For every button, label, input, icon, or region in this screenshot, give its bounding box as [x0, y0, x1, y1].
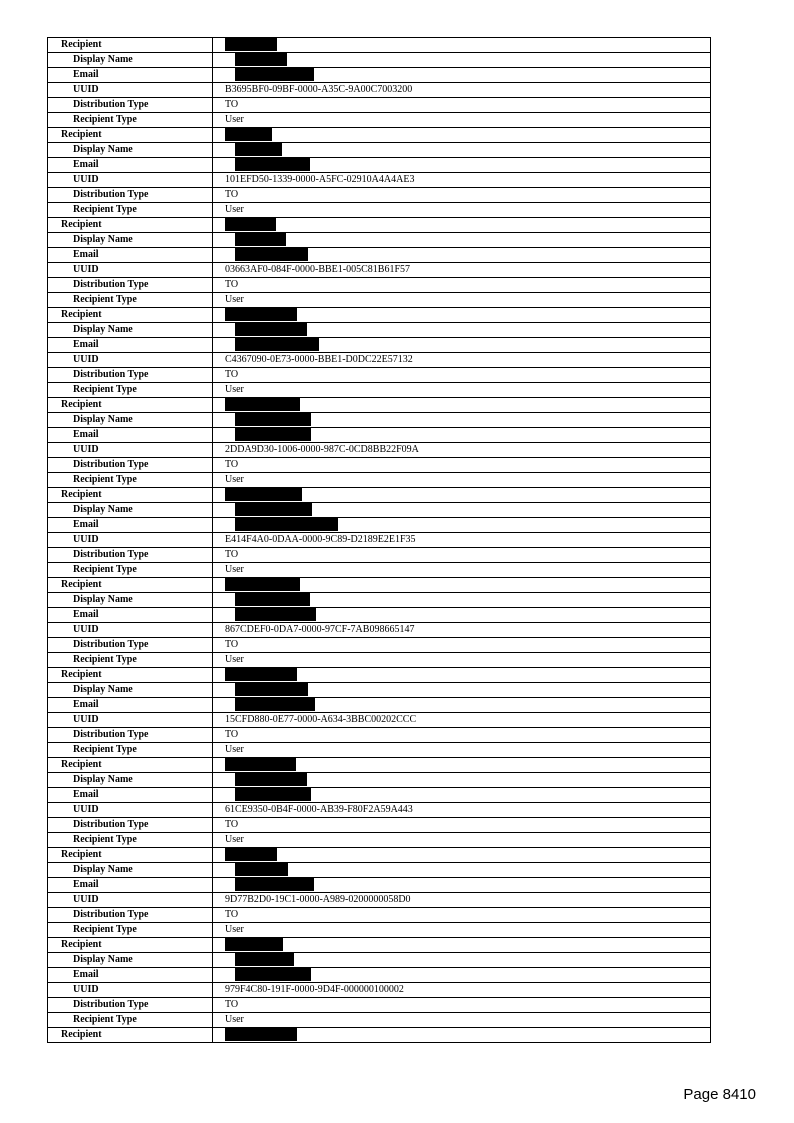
recipient-row-value — [213, 38, 711, 53]
redaction-block — [235, 878, 314, 891]
uuid-row-label: UUID — [48, 353, 213, 368]
email-row-value — [213, 608, 711, 623]
redaction-block — [235, 248, 308, 261]
recipient-type-row-label: Recipient Type — [48, 563, 213, 578]
recipient-type-row-label: Recipient Type — [48, 473, 213, 488]
recipient-type-row-label: Recipient Type — [48, 833, 213, 848]
uuid-row — [48, 533, 711, 548]
uuid-row-label: UUID — [48, 443, 213, 458]
cell-text: User — [225, 384, 244, 395]
email-row-value — [213, 248, 711, 263]
redaction-block — [225, 218, 276, 231]
redaction-block — [235, 338, 319, 351]
email-row-label: Email — [48, 68, 213, 83]
redaction-block — [235, 788, 311, 801]
distribution-type-row — [48, 278, 711, 293]
display-name-row-label: Display Name — [48, 953, 213, 968]
email-row — [48, 518, 711, 533]
recipient-row-value — [213, 848, 711, 863]
distribution-type-row-value — [213, 548, 711, 563]
email-row — [48, 158, 711, 173]
redaction-block — [235, 593, 310, 606]
recipient-type-row-value — [213, 923, 711, 938]
distribution-type-row — [48, 548, 711, 563]
uuid-row-label: UUID — [48, 983, 213, 998]
distribution-type-row — [48, 818, 711, 833]
email-row — [48, 428, 711, 443]
cell-text: 03663AF0-084F-0000-BBE1-005C81B61F57 — [225, 264, 411, 275]
distribution-type-row-label: Distribution Type — [48, 368, 213, 383]
cell-text: TO — [225, 189, 239, 200]
recipient-row-label: Recipient — [48, 668, 213, 683]
recipient-row-label: Recipient — [48, 938, 213, 953]
display-name-row-label: Display Name — [48, 773, 213, 788]
cell-text: 101EFD50-1339-0000-A5FC-02910A4A4AE3 — [225, 174, 415, 185]
recipient-row-label: Recipient — [48, 398, 213, 413]
recipient-row — [48, 848, 711, 863]
distribution-type-row-label: Distribution Type — [48, 188, 213, 203]
distribution-type-row-value — [213, 638, 711, 653]
distribution-type-row — [48, 188, 711, 203]
redaction-block — [225, 578, 300, 591]
recipient-type-row-value — [213, 833, 711, 848]
recipient-type-row — [48, 833, 711, 848]
distribution-type-row — [48, 368, 711, 383]
email-row — [48, 248, 711, 263]
redaction-block — [225, 1028, 297, 1041]
distribution-type-row-label: Distribution Type — [48, 998, 213, 1013]
display-name-row-label: Display Name — [48, 53, 213, 68]
display-name-row — [48, 593, 711, 608]
cell-text: 979F4C80-191F-0000-9D4F-000000100002 — [225, 984, 404, 995]
recipient-row-value — [213, 308, 711, 323]
email-row — [48, 68, 711, 83]
recipient-row-value — [213, 578, 711, 593]
recipient-type-row-value — [213, 203, 711, 218]
recipient-row-value — [213, 128, 711, 143]
email-row-label: Email — [48, 698, 213, 713]
display-name-row-value — [213, 323, 711, 338]
recipient-row — [48, 578, 711, 593]
display-name-row — [48, 863, 711, 878]
distribution-type-row — [48, 998, 711, 1013]
uuid-row — [48, 893, 711, 908]
cell-text: TO — [225, 819, 239, 830]
email-row-value — [213, 518, 711, 533]
uuid-row — [48, 983, 711, 998]
recipient-row — [48, 218, 711, 233]
cell-text: User — [225, 1014, 244, 1025]
cell-text: 2DDA9D30-1006-0000-987C-0CD8BB22F09A — [225, 444, 419, 455]
uuid-row — [48, 623, 711, 638]
recipient-type-row — [48, 563, 711, 578]
email-row-label: Email — [48, 248, 213, 263]
display-name-row-label: Display Name — [48, 503, 213, 518]
display-name-row-value — [213, 143, 711, 158]
cell-text: User — [225, 654, 244, 665]
recipient-row-value — [213, 218, 711, 233]
cell-text: User — [225, 294, 244, 305]
recipient-row-label: Recipient — [48, 1028, 213, 1043]
display-name-row-value — [213, 683, 711, 698]
email-row-value — [213, 338, 711, 353]
email-row-label: Email — [48, 158, 213, 173]
redaction-block — [225, 308, 297, 321]
email-row-value — [213, 158, 711, 173]
uuid-row-label: UUID — [48, 623, 213, 638]
recipient-type-row — [48, 473, 711, 488]
recipient-row-label: Recipient — [48, 218, 213, 233]
uuid-row-value — [213, 803, 711, 818]
uuid-row-label: UUID — [48, 803, 213, 818]
redaction-block — [235, 428, 311, 441]
recipient-row-label: Recipient — [48, 758, 213, 773]
recipient-type-row-value — [213, 1013, 711, 1028]
recipient-row — [48, 398, 711, 413]
uuid-row-value — [213, 893, 711, 908]
email-row-label: Email — [48, 608, 213, 623]
display-name-row — [48, 773, 711, 788]
distribution-type-row — [48, 728, 711, 743]
distribution-type-row — [48, 98, 711, 113]
redaction-block — [225, 758, 296, 771]
uuid-row-label: UUID — [48, 533, 213, 548]
redaction-block — [235, 968, 311, 981]
recipient-type-row — [48, 113, 711, 128]
redaction-block — [235, 323, 307, 336]
recipient-type-row-value — [213, 743, 711, 758]
recipient-type-row-value — [213, 473, 711, 488]
distribution-type-row-value — [213, 278, 711, 293]
distribution-type-row-label: Distribution Type — [48, 818, 213, 833]
recipient-type-row — [48, 653, 711, 668]
redaction-block — [235, 698, 315, 711]
display-name-row-label: Display Name — [48, 593, 213, 608]
cell-text: User — [225, 924, 244, 935]
redaction-block — [225, 488, 302, 501]
email-row-label: Email — [48, 788, 213, 803]
recipient-row — [48, 128, 711, 143]
uuid-row-label: UUID — [48, 263, 213, 278]
uuid-row — [48, 353, 711, 368]
email-row-label: Email — [48, 878, 213, 893]
display-name-row — [48, 953, 711, 968]
display-name-row-value — [213, 413, 711, 428]
uuid-row-value — [213, 173, 711, 188]
uuid-row-value — [213, 443, 711, 458]
email-row-label: Email — [48, 338, 213, 353]
cell-text: TO — [225, 909, 239, 920]
redaction-block — [225, 38, 277, 51]
recipient-type-row-label: Recipient Type — [48, 743, 213, 758]
display-name-row-label: Display Name — [48, 683, 213, 698]
email-row — [48, 608, 711, 623]
recipient-type-row-label: Recipient Type — [48, 293, 213, 308]
email-row-value — [213, 878, 711, 893]
redaction-block — [225, 128, 272, 141]
distribution-type-row — [48, 908, 711, 923]
recipient-row-label: Recipient — [48, 38, 213, 53]
cell-text: E414F4A0-0DAA-0000-9C89-D2189E2E1F35 — [225, 534, 416, 545]
uuid-row-value — [213, 533, 711, 548]
recipient-type-row-value — [213, 113, 711, 128]
cell-text: B3695BF0-09BF-0000-A35C-9A00C7003200 — [225, 84, 413, 95]
recipient-type-row — [48, 383, 711, 398]
recipient-table-container — [47, 37, 711, 1043]
distribution-type-row-label: Distribution Type — [48, 728, 213, 743]
recipient-table-body — [48, 38, 711, 1043]
redaction-block — [235, 158, 310, 171]
cell-text: User — [225, 204, 244, 215]
cell-text: TO — [225, 279, 239, 290]
redaction-block — [235, 773, 307, 786]
email-row — [48, 878, 711, 893]
email-row-value — [213, 698, 711, 713]
cell-text: 9D77B2D0-19C1-0000-A989-0200000058D0 — [225, 894, 411, 905]
recipient-row-value — [213, 398, 711, 413]
email-row-value — [213, 968, 711, 983]
cell-text: TO — [225, 549, 239, 560]
distribution-type-row-value — [213, 998, 711, 1013]
redaction-block — [235, 233, 286, 246]
redaction-block — [235, 413, 311, 426]
distribution-type-row — [48, 458, 711, 473]
distribution-type-row-label: Distribution Type — [48, 458, 213, 473]
display-name-row — [48, 503, 711, 518]
cell-text: User — [225, 114, 244, 125]
cell-text: 61CE9350-0B4F-0000-AB39-F80F2A59A443 — [225, 804, 413, 815]
cell-text: C4367090-0E73-0000-BBE1-D0DC22E57132 — [225, 354, 413, 365]
recipient-row — [48, 758, 711, 773]
uuid-row-value — [213, 623, 711, 638]
uuid-row-value — [213, 983, 711, 998]
recipient-type-row — [48, 743, 711, 758]
distribution-type-row-value — [213, 728, 711, 743]
redaction-block — [235, 53, 287, 66]
uuid-row — [48, 83, 711, 98]
email-row — [48, 338, 711, 353]
uuid-row-value — [213, 263, 711, 278]
distribution-type-row-label: Distribution Type — [48, 98, 213, 113]
recipient-row-label: Recipient — [48, 128, 213, 143]
redaction-block — [235, 953, 294, 966]
display-name-row-value — [213, 773, 711, 788]
cell-text: TO — [225, 369, 239, 380]
email-row-label: Email — [48, 518, 213, 533]
distribution-type-row-label: Distribution Type — [48, 638, 213, 653]
display-name-row — [48, 323, 711, 338]
email-row-value — [213, 788, 711, 803]
display-name-row-label: Display Name — [48, 233, 213, 248]
redaction-block — [235, 503, 312, 516]
recipient-row-value — [213, 758, 711, 773]
display-name-row — [48, 53, 711, 68]
display-name-row — [48, 233, 711, 248]
recipient-type-row-label: Recipient Type — [48, 383, 213, 398]
recipient-type-row-value — [213, 293, 711, 308]
redaction-block — [225, 398, 300, 411]
distribution-type-row-label: Distribution Type — [48, 908, 213, 923]
distribution-type-row-value — [213, 368, 711, 383]
redaction-block — [225, 848, 277, 861]
uuid-row — [48, 263, 711, 278]
recipient-row — [48, 1028, 711, 1043]
recipient-row-value — [213, 938, 711, 953]
recipient-row-value — [213, 488, 711, 503]
recipient-row — [48, 488, 711, 503]
distribution-type-row-value — [213, 188, 711, 203]
recipient-type-row — [48, 293, 711, 308]
email-row-value — [213, 428, 711, 443]
cell-text: User — [225, 834, 244, 845]
recipient-row-label: Recipient — [48, 308, 213, 323]
redaction-block — [225, 668, 297, 681]
recipient-row — [48, 38, 711, 53]
distribution-type-row — [48, 638, 711, 653]
page-number: Page 8410 — [683, 1086, 756, 1103]
recipient-type-row — [48, 923, 711, 938]
cell-text: User — [225, 564, 244, 575]
uuid-row — [48, 713, 711, 728]
cell-text: 15CFD880-0E77-0000-A634-3BBC00202CCC — [225, 714, 417, 725]
redaction-block — [235, 863, 288, 876]
recipient-type-row — [48, 1013, 711, 1028]
cell-text: TO — [225, 639, 239, 650]
display-name-row-value — [213, 953, 711, 968]
distribution-type-row-value — [213, 818, 711, 833]
display-name-row-label: Display Name — [48, 143, 213, 158]
recipient-type-row-label: Recipient Type — [48, 113, 213, 128]
recipient-type-row-label: Recipient Type — [48, 1013, 213, 1028]
email-row-value — [213, 68, 711, 83]
redaction-block — [225, 938, 283, 951]
recipient-type-row-value — [213, 563, 711, 578]
uuid-row — [48, 803, 711, 818]
cell-text: User — [225, 744, 244, 755]
recipient-row — [48, 938, 711, 953]
display-name-row — [48, 143, 711, 158]
display-name-row-value — [213, 863, 711, 878]
uuid-row — [48, 443, 711, 458]
display-name-row-value — [213, 53, 711, 68]
uuid-row-value — [213, 83, 711, 98]
uuid-row-label: UUID — [48, 713, 213, 728]
email-row — [48, 698, 711, 713]
redaction-block — [235, 68, 314, 81]
recipient-table — [47, 37, 711, 1043]
email-row — [48, 968, 711, 983]
uuid-row-label: UUID — [48, 893, 213, 908]
email-row-label: Email — [48, 968, 213, 983]
recipient-type-row-label: Recipient Type — [48, 923, 213, 938]
display-name-row-label: Display Name — [48, 413, 213, 428]
recipient-row-value — [213, 1028, 711, 1043]
cell-text: TO — [225, 99, 239, 110]
cell-text: 867CDEF0-0DA7-0000-97CF-7AB098665147 — [225, 624, 415, 635]
distribution-type-row-label: Distribution Type — [48, 548, 213, 563]
recipient-row-label: Recipient — [48, 578, 213, 593]
display-name-row-value — [213, 233, 711, 248]
display-name-row-value — [213, 503, 711, 518]
recipient-type-row-value — [213, 383, 711, 398]
email-row — [48, 788, 711, 803]
distribution-type-row-value — [213, 908, 711, 923]
recipient-row-label: Recipient — [48, 488, 213, 503]
display-name-row-label: Display Name — [48, 323, 213, 338]
cell-text: TO — [225, 729, 239, 740]
cell-text: TO — [225, 459, 239, 470]
recipient-type-row-label: Recipient Type — [48, 203, 213, 218]
email-row-label: Email — [48, 428, 213, 443]
recipient-type-row — [48, 203, 711, 218]
display-name-row — [48, 413, 711, 428]
distribution-type-row-value — [213, 98, 711, 113]
uuid-row-label: UUID — [48, 173, 213, 188]
redaction-block — [235, 518, 338, 531]
cell-text: User — [225, 474, 244, 485]
uuid-row-value — [213, 713, 711, 728]
redaction-block — [235, 683, 308, 696]
uuid-row — [48, 173, 711, 188]
redaction-block — [235, 143, 282, 156]
display-name-row-value — [213, 593, 711, 608]
recipient-row-label: Recipient — [48, 848, 213, 863]
display-name-row — [48, 683, 711, 698]
distribution-type-row-value — [213, 458, 711, 473]
distribution-type-row-label: Distribution Type — [48, 278, 213, 293]
cell-text: TO — [225, 999, 239, 1010]
recipient-row — [48, 668, 711, 683]
uuid-row-value — [213, 353, 711, 368]
redaction-block — [235, 608, 316, 621]
display-name-row-label: Display Name — [48, 863, 213, 878]
recipient-row — [48, 308, 711, 323]
recipient-row-value — [213, 668, 711, 683]
recipient-type-row-label: Recipient Type — [48, 653, 213, 668]
recipient-type-row-value — [213, 653, 711, 668]
uuid-row-label: UUID — [48, 83, 213, 98]
